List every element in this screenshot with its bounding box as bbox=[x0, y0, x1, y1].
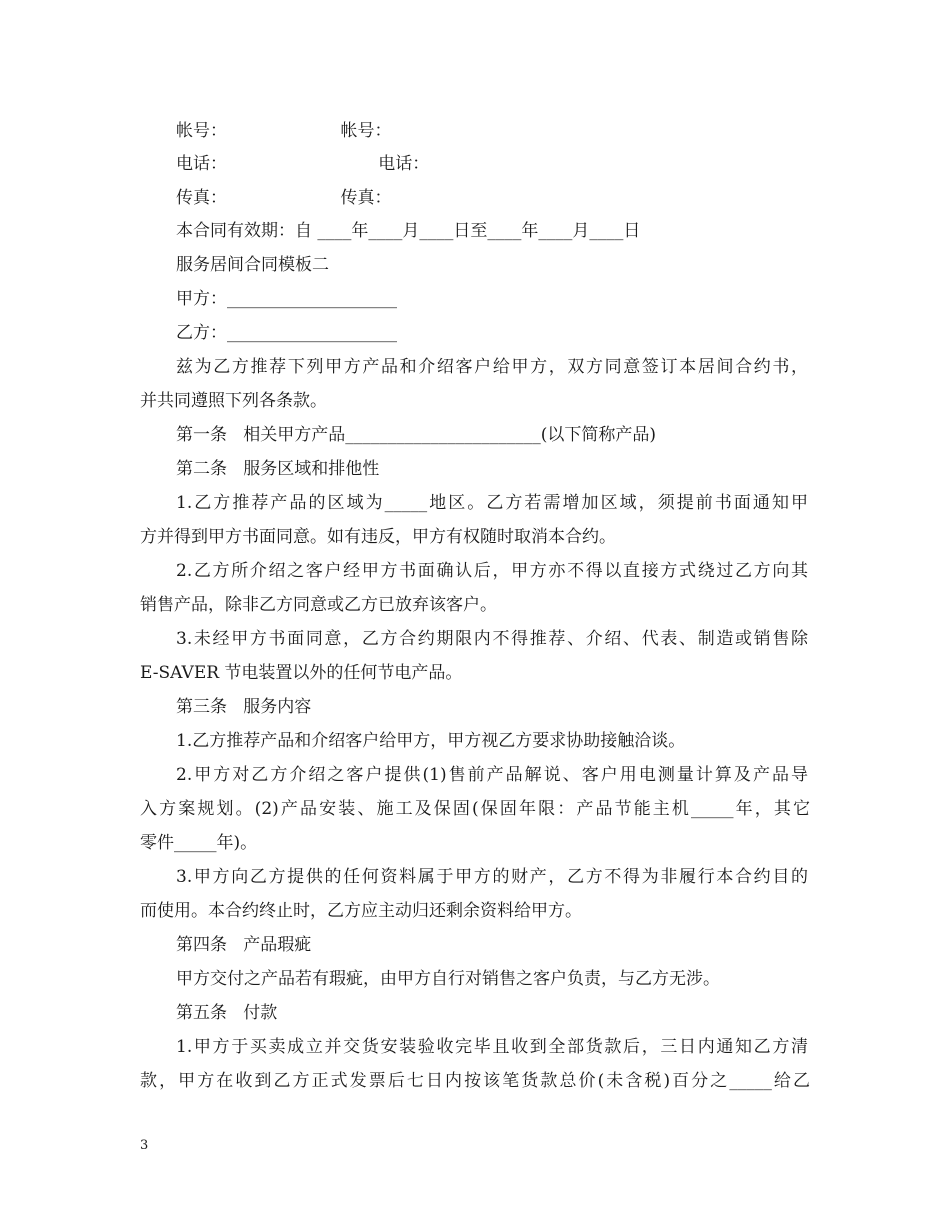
article-heading: 第四条 产品瑕疵 bbox=[176, 935, 312, 955]
party-a-line: 甲方：____________________ bbox=[176, 289, 397, 309]
clause-line: 2.乙方所介绍之客户经甲方书面确认后，甲方亦不得以直接方式绕过乙方向其 bbox=[176, 561, 808, 581]
clause-line: 款，甲方在收到乙方正式发票后七日内按该笔货款总价(未含税)百分之_____给乙 bbox=[140, 1071, 810, 1091]
clause-line: 1.甲方于买卖成立并交货安装验收完毕且收到全部货款后，三日内通知乙方清 bbox=[176, 1037, 808, 1057]
clause-line: 2.甲方对乙方介绍之客户提供(1)售前产品解说、客户用电测量计算及产品导 bbox=[176, 765, 808, 785]
page-number: 3 bbox=[140, 1138, 149, 1153]
clause-line: 1.乙方推荐产品的区域为_____地区。乙方若需增加区域，须提前书面通知甲 bbox=[176, 493, 808, 513]
clause-line: 零件_____年)。 bbox=[140, 833, 258, 853]
fax-line: 传真： 传真： bbox=[176, 188, 392, 208]
article-heading: 第一条 相关甲方产品_______________________(以下简称产品) bbox=[176, 425, 656, 445]
phone-line: 电话： 电话： bbox=[176, 154, 430, 174]
clause-line: 3.甲方向乙方提供的任何资料属于甲方的财产，乙方不得为非履行本合约目的 bbox=[176, 867, 808, 887]
clause-line: 销售产品，除非乙方同意或乙方已放弃该客户。 bbox=[140, 595, 497, 615]
preamble-line: 并共同遵照下列各条款。 bbox=[140, 391, 327, 411]
account-line: 帐号： 帐号： bbox=[176, 121, 392, 141]
article-heading: 第五条 付款 bbox=[176, 1003, 278, 1023]
article-heading: 第二条 服务区域和排他性 bbox=[176, 459, 380, 479]
clause-line: 3.未经甲方书面同意，乙方合约期限内不得推荐、介绍、代表、制造或销售除 bbox=[176, 629, 808, 649]
clause-line: 入方案规划。(2)产品安装、施工及保固(保固年限：产品节能主机_____年，其它 bbox=[140, 799, 810, 819]
template-title: 服务居间合同模板二 bbox=[176, 255, 329, 275]
clause-line: 1.乙方推荐产品和介绍客户给甲方，甲方视乙方要求协助接触洽谈。 bbox=[176, 731, 686, 751]
clause-line: 而使用。本合约终止时，乙方应主动归还剩余资料给甲方。 bbox=[140, 901, 582, 921]
clause-line: 方并得到甲方书面同意。如有违反，甲方有权随时取消本合约。 bbox=[140, 527, 616, 547]
validity-line: 本合同有效期：自 ____年____月____日至____年____月____日 bbox=[176, 221, 641, 241]
preamble-line: 兹为乙方推荐下列甲方产品和介绍客户给甲方，双方同意签订本居间合约书， bbox=[176, 357, 808, 377]
party-b-line: 乙方：____________________ bbox=[176, 323, 397, 343]
article-heading: 第三条 服务内容 bbox=[176, 697, 312, 717]
clause-line: 甲方交付之产品若有瑕疵，由甲方自行对销售之客户负责，与乙方无涉。 bbox=[176, 969, 720, 989]
clause-line: E-SAVER 节电装置以外的任何节电产品。 bbox=[140, 663, 463, 683]
